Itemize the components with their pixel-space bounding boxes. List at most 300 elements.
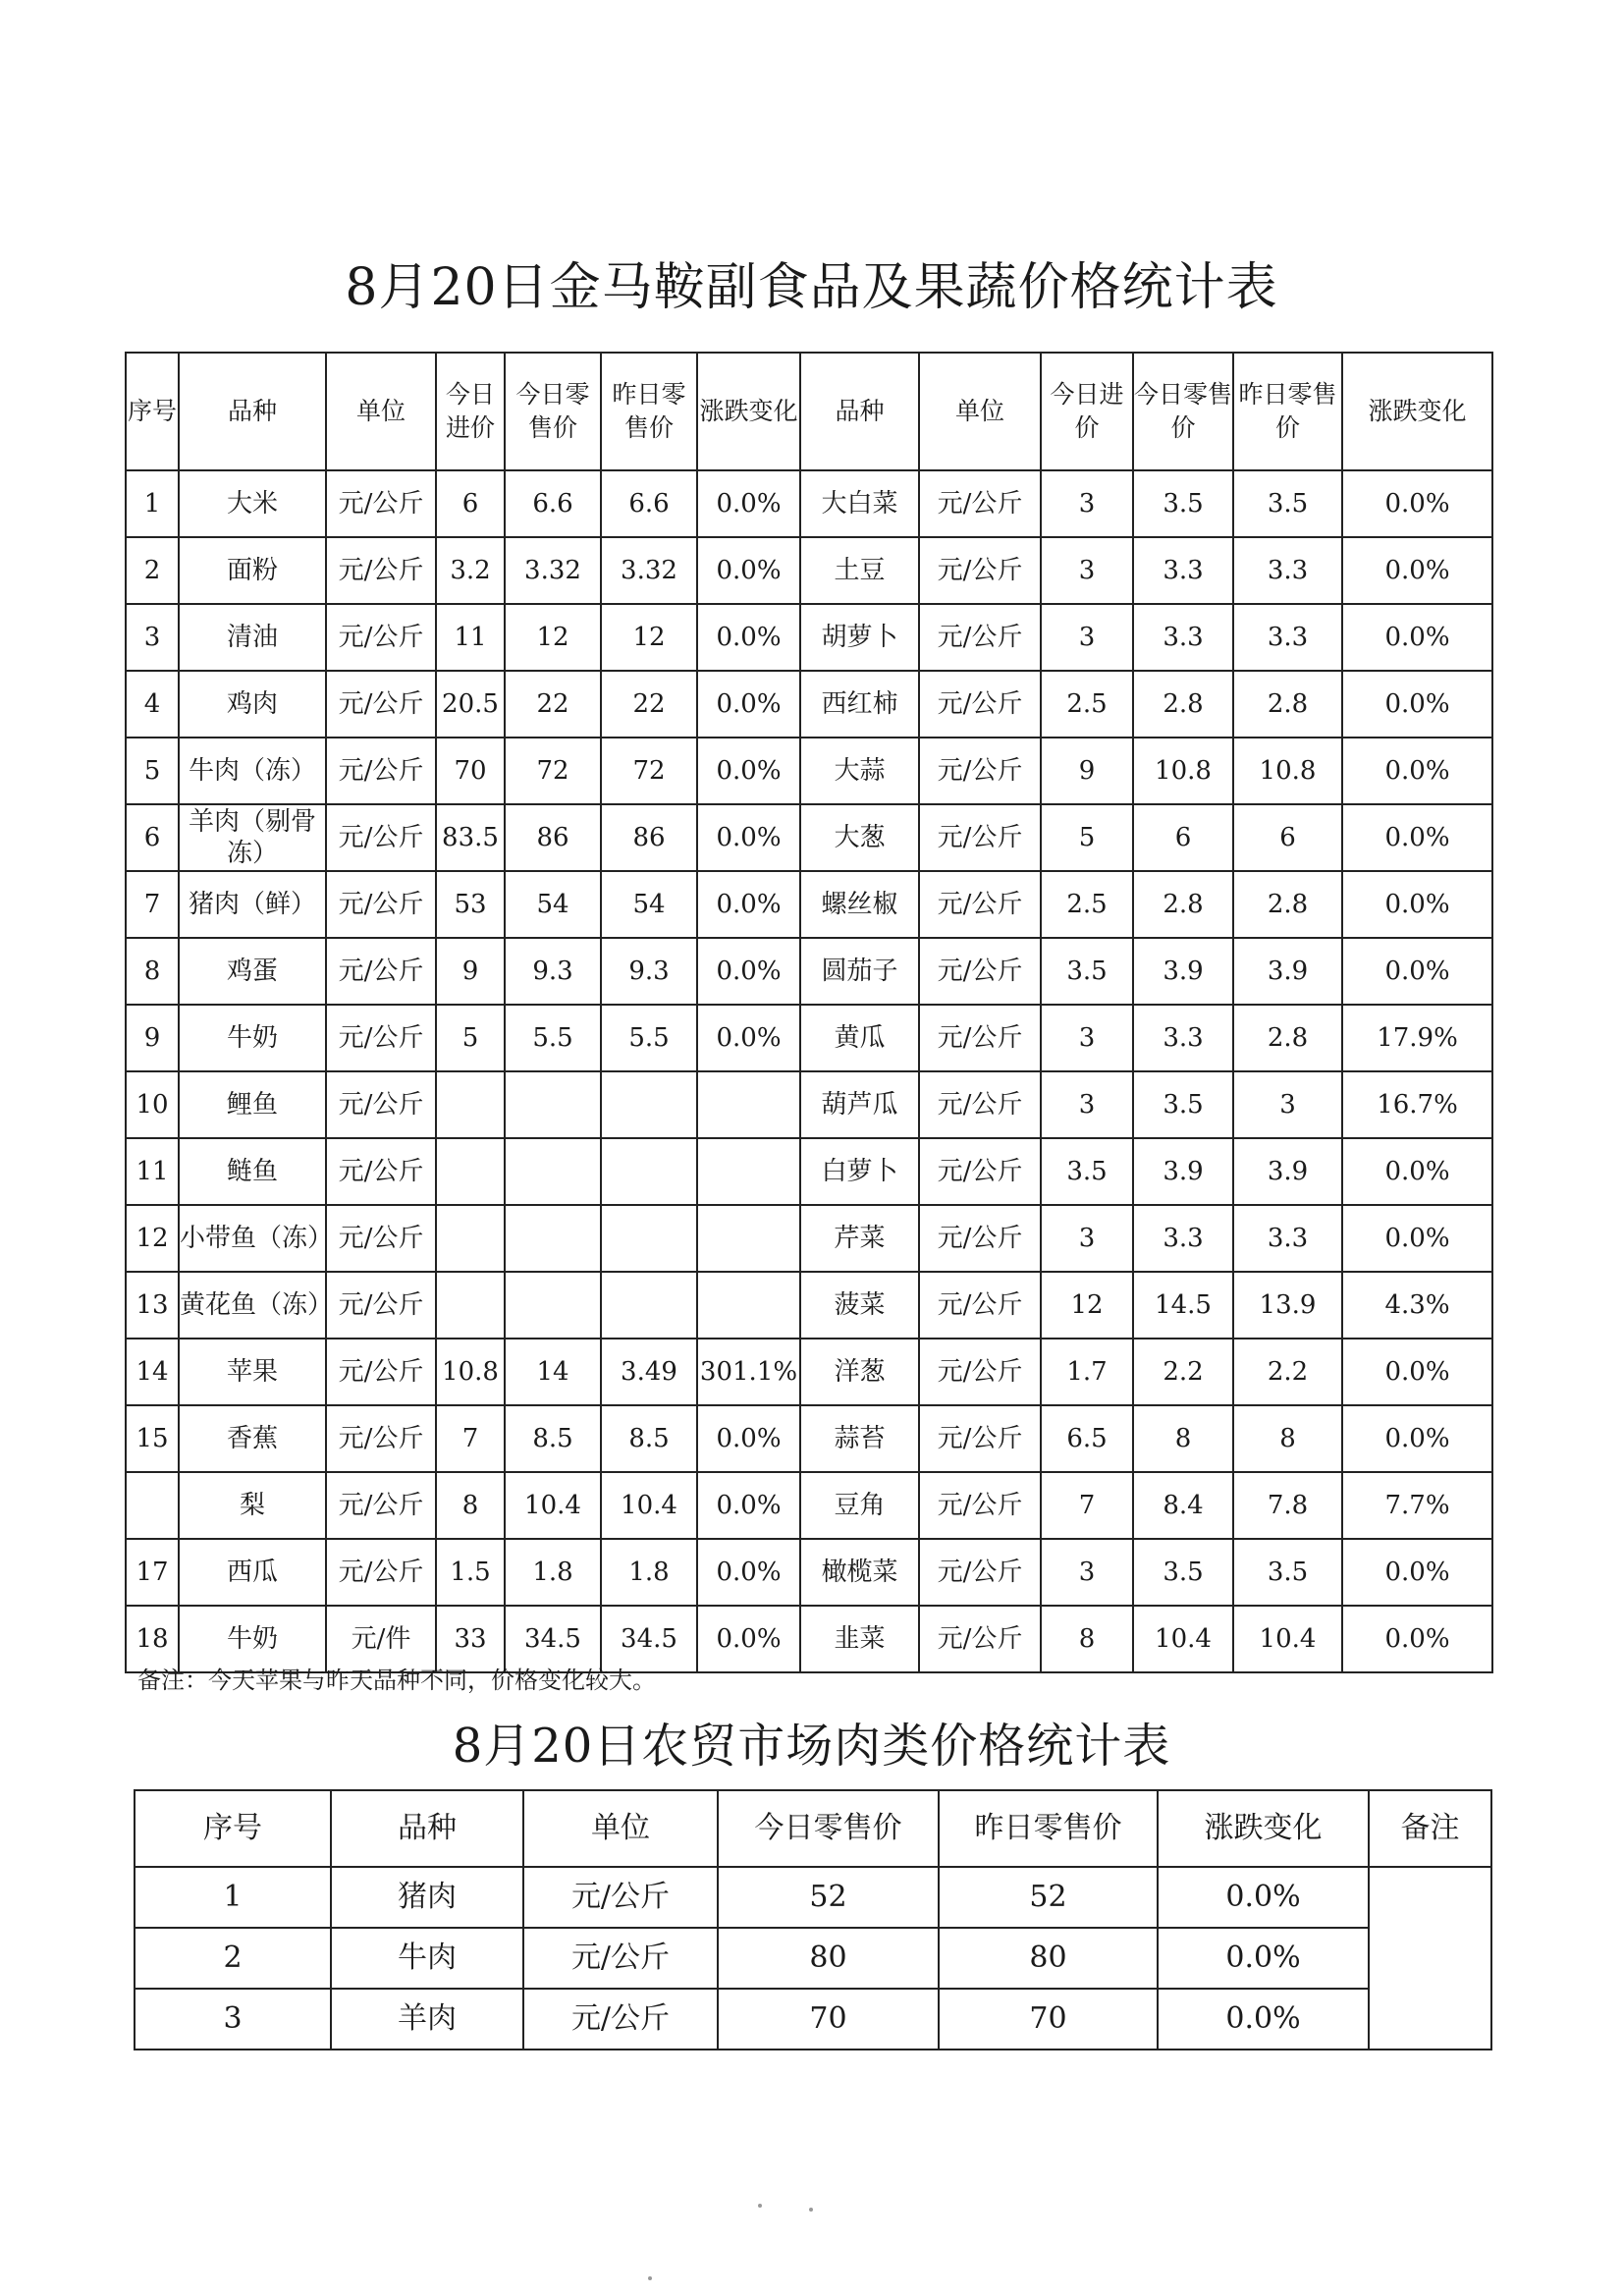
table-cell: 3.32 [505,537,601,604]
scan-speck [648,2276,652,2280]
table-cell: 元/公斤 [326,738,436,804]
table-cell: 70 [718,1989,939,2050]
table-cell: 8 [436,1472,505,1539]
column-header: 品种 [331,1790,523,1867]
table-cell: 元/公斤 [326,1272,436,1339]
table-cell: 元/公斤 [326,1339,436,1405]
table-cell: 元/件 [326,1606,436,1672]
table-cell: 13 [126,1272,179,1339]
table-cell: 元/公斤 [326,470,436,537]
table-cell: 0.0% [1342,871,1492,938]
table-cell: 16.7% [1342,1071,1492,1138]
table-cell: 大蒜 [800,738,919,804]
table-row [126,1138,1492,1205]
table-cell: 14 [505,1339,601,1405]
table-cell: 猪肉 [331,1867,523,1928]
table-cell: 元/公斤 [919,1272,1041,1339]
table-cell: 3.5 [1133,1539,1233,1606]
table-cell: 10.4 [1233,1606,1342,1672]
table-cell: 5.5 [505,1005,601,1071]
table-cell: 1.7 [1041,1339,1133,1405]
table-cell: 3.3 [1133,1205,1233,1272]
table-cell [505,1071,601,1138]
table-cell: 3.9 [1233,1138,1342,1205]
price-table-main [125,352,1493,1673]
table-cell: 12 [1041,1272,1133,1339]
table-cell [601,1138,697,1205]
table-cell: 牛奶 [179,1606,326,1672]
table-row [126,1405,1492,1472]
table-cell: 元/公斤 [326,1071,436,1138]
table-cell: 黄花鱼（冻） [179,1272,326,1339]
table-cell: 菠菜 [800,1272,919,1339]
table-cell: 元/公斤 [326,1405,436,1472]
table-cell: 韭菜 [800,1606,919,1672]
table-cell: 0.0% [1158,1867,1369,1928]
table-header-row [126,353,1492,470]
table-cell: 0.0% [1342,1405,1492,1472]
table-cell: 元/公斤 [919,1472,1041,1539]
table-cell: 元/公斤 [919,1339,1041,1405]
table-cell: 螺丝椒 [800,871,919,938]
section-title: 8月20日农贸市场肉类价格统计表 [452,1719,1171,1774]
table-cell: 53 [436,871,505,938]
table-cell: 橄榄菜 [800,1539,919,1606]
table-cell: 白萝卜 [800,1138,919,1205]
table-cell: 元/公斤 [919,1005,1041,1071]
table-cell: 12 [505,604,601,671]
table-cell: 7.8 [1233,1472,1342,1539]
table-cell: 6.6 [505,470,601,537]
table-cell: 8.5 [505,1405,601,1472]
scan-speck [758,2204,762,2208]
table-cell: 3.2 [436,537,505,604]
table-cell: 小带鱼（冻） [179,1205,326,1272]
table-cell [436,1071,505,1138]
table-cell: 元/公斤 [919,1606,1041,1672]
table-cell: 9 [436,938,505,1005]
table-cell: 0.0% [697,804,800,871]
table-row [126,1472,1492,1539]
table-cell [505,1138,601,1205]
table-cell: 0.0% [697,938,800,1005]
table-cell: 元/公斤 [919,470,1041,537]
table-cell: 鲤鱼 [179,1071,326,1138]
table-cell: 6 [1233,804,1342,871]
table-row [126,871,1492,938]
table-cell: 0.0% [1342,738,1492,804]
table-cell: 0.0% [1342,537,1492,604]
table-cell: 3 [135,1989,331,2050]
table-cell: 圆茄子 [800,938,919,1005]
table-cell: 元/公斤 [919,1539,1041,1606]
table-cell: 3.9 [1133,1138,1233,1205]
table-cell: 元/公斤 [523,1867,718,1928]
table-cell: 2.8 [1133,871,1233,938]
table-cell: 元/公斤 [326,938,436,1005]
table-cell: 8 [1233,1405,1342,1472]
table-cell: 6 [126,804,179,871]
price-table-meat [134,1789,1492,2050]
table-cell: 11 [436,604,505,671]
table-cell: 3 [1041,470,1133,537]
table-cell: 2.2 [1233,1339,1342,1405]
table-cell: 3.3 [1133,537,1233,604]
column-header: 今日零售价 [1133,353,1233,470]
table-cell: 13.9 [1233,1272,1342,1339]
table-cell: 72 [505,738,601,804]
table-cell: 香蕉 [179,1405,326,1472]
table-row [126,1205,1492,1272]
table-cell: 14.5 [1133,1272,1233,1339]
table-cell: 10 [126,1071,179,1138]
table-cell: 0.0% [1342,671,1492,738]
column-header: 昨日零售价 [601,353,697,470]
scan-speck [809,2208,813,2212]
table-cell: 羊肉 [331,1989,523,2050]
column-header: 涨跌变化 [697,353,800,470]
column-header: 今日零售价 [505,353,601,470]
table-cell: 羊肉（剔骨冻） [179,804,326,871]
table-cell: 301.1% [697,1339,800,1405]
table-cell: 3 [1041,1539,1133,1606]
table-row [135,1928,1491,1989]
table-cell: 6 [1133,804,1233,871]
table-cell: 0.0% [697,1606,800,1672]
table-cell: 12 [126,1205,179,1272]
table-cell: 葫芦瓜 [800,1071,919,1138]
table-cell: 3 [1041,1071,1133,1138]
table-cell: 18 [126,1606,179,1672]
table-cell: 5 [1041,804,1133,871]
table-cell: 元/公斤 [919,804,1041,871]
column-header: 单位 [919,353,1041,470]
table-cell: 2.5 [1041,671,1133,738]
table-cell: 元/公斤 [919,738,1041,804]
table-row [126,537,1492,604]
table-cell: 元/公斤 [326,1539,436,1606]
column-header: 品种 [179,353,326,470]
column-header: 单位 [326,353,436,470]
table-cell: 70 [939,1989,1158,2050]
table-cell: 3.5 [1133,470,1233,537]
table-cell: 0.0% [1342,1539,1492,1606]
table-cell: 0.0% [697,738,800,804]
table-cell: 10.4 [1133,1606,1233,1672]
table-cell [697,1205,800,1272]
table-cell: 1 [135,1867,331,1928]
table-cell: 11 [126,1138,179,1205]
table-cell: 10.4 [505,1472,601,1539]
table-cell: 豆角 [800,1472,919,1539]
table-cell: 3.3 [1233,537,1342,604]
table-cell: 12 [601,604,697,671]
table-cell: 6.5 [1041,1405,1133,1472]
column-header: 单位 [523,1790,718,1867]
table-cell: 9.3 [505,938,601,1005]
table-cell: 2.5 [1041,871,1133,938]
table-cell: 洋葱 [800,1339,919,1405]
column-header: 今日进价 [1041,353,1133,470]
table-cell: 元/公斤 [919,1071,1041,1138]
page-title: 8月20日金马鞍副食品及果蔬价格统计表 [345,258,1278,317]
table-cell: 0.0% [697,470,800,537]
column-header: 序号 [126,353,179,470]
table-cell: 元/公斤 [326,1205,436,1272]
table-cell: 3.32 [601,537,697,604]
table-cell: 元/公斤 [523,1928,718,1989]
table-cell [505,1205,601,1272]
table-cell [601,1071,697,1138]
table-cell: 9 [1041,738,1133,804]
table-cell: 10.4 [601,1472,697,1539]
table-cell: 苹果 [179,1339,326,1405]
table-cell: 33 [436,1606,505,1672]
table-cell: 0.0% [1342,1138,1492,1205]
table-cell: 芹菜 [800,1205,919,1272]
table-cell: 鸡肉 [179,671,326,738]
table-cell: 土豆 [800,537,919,604]
table-cell: 3.3 [1233,1205,1342,1272]
table-cell [697,1272,800,1339]
table-cell: 3.3 [1233,604,1342,671]
table-cell: 7 [126,871,179,938]
table-cell: 2.8 [1233,671,1342,738]
table-cell: 4.3% [1342,1272,1492,1339]
table-cell [601,1272,697,1339]
table-cell: 72 [601,738,697,804]
table-cell: 86 [505,804,601,871]
table-cell: 6 [436,470,505,537]
table-cell: 70 [436,738,505,804]
table-cell: 2.8 [1233,871,1342,938]
column-header: 品种 [800,353,919,470]
table-cell: 元/公斤 [326,537,436,604]
column-header: 昨日零售价 [939,1790,1158,1867]
table-cell: 梨 [179,1472,326,1539]
table-cell: 元/公斤 [326,1472,436,1539]
table-cell: 10.8 [1133,738,1233,804]
table-cell: 元/公斤 [523,1989,718,2050]
table-cell: 3.3 [1133,1005,1233,1071]
table-cell: 3 [1233,1071,1342,1138]
table-row [135,1989,1491,2050]
table-cell: 0.0% [697,871,800,938]
table-cell: 元/公斤 [919,604,1041,671]
table-cell: 22 [601,671,697,738]
table-cell: 20.5 [436,671,505,738]
table-cell: 80 [718,1928,939,1989]
table-cell: 52 [718,1867,939,1928]
table-cell [697,1138,800,1205]
table-cell: 8 [1041,1606,1133,1672]
table-cell: 元/公斤 [919,1205,1041,1272]
table-cell: 1 [126,470,179,537]
table-cell: 3 [1041,537,1133,604]
table-cell: 西瓜 [179,1539,326,1606]
table-cell: 5 [126,738,179,804]
table-cell: 2.2 [1133,1339,1233,1405]
table-cell: 0.0% [697,537,800,604]
table-cell: 0.0% [697,1472,800,1539]
table-cell: 10.8 [1233,738,1342,804]
table-cell: 元/公斤 [919,1405,1041,1472]
table-cell: 大米 [179,470,326,537]
table-cell [126,1472,179,1539]
table-cell: 元/公斤 [326,1138,436,1205]
table-cell: 3.5 [1233,470,1342,537]
table-cell: 3.49 [601,1339,697,1405]
table-cell: 0.0% [1342,938,1492,1005]
table-cell: 3.5 [1041,938,1133,1005]
table-cell: 9.3 [601,938,697,1005]
table-row [126,1272,1492,1339]
table-row [126,671,1492,738]
table-cell: 大白菜 [800,470,919,537]
table-cell: 鸡蛋 [179,938,326,1005]
table-cell: 黄瓜 [800,1005,919,1071]
table-cell: 元/公斤 [326,804,436,871]
table-cell: 83.5 [436,804,505,871]
table-row [126,1539,1492,1606]
table-cell: 3.5 [1233,1539,1342,1606]
table-cell: 西红柿 [800,671,919,738]
column-header: 序号 [135,1790,331,1867]
table-cell: 1.8 [601,1539,697,1606]
table-cell: 8.4 [1133,1472,1233,1539]
column-header: 涨跌变化 [1158,1790,1369,1867]
table-cell: 3.3 [1133,604,1233,671]
table-row [126,738,1492,804]
table-cell: 元/公斤 [919,671,1041,738]
table-cell: 17.9% [1342,1005,1492,1071]
table-cell: 17 [126,1539,179,1606]
table-cell: 7.7% [1342,1472,1492,1539]
table-cell [436,1138,505,1205]
table-cell: 6.6 [601,470,697,537]
table-cell: 5 [436,1005,505,1071]
table-cell: 0.0% [697,1539,800,1606]
table-cell: 86 [601,804,697,871]
table-cell: 元/公斤 [919,1138,1041,1205]
table-cell: 80 [939,1928,1158,1989]
table-cell [436,1205,505,1272]
table-cell: 22 [505,671,601,738]
table-cell: 3.5 [1041,1138,1133,1205]
table-cell: 52 [939,1867,1158,1928]
table-cell: 4 [126,671,179,738]
column-header: 今日进价 [436,353,505,470]
table-row [126,1071,1492,1138]
table-cell: 猪肉（鲜） [179,871,326,938]
table-row [126,1339,1492,1405]
table-header-row [135,1790,1491,1867]
table-cell: 2 [126,537,179,604]
table-cell: 牛奶 [179,1005,326,1071]
table-cell: 3 [1041,1205,1133,1272]
table-cell: 元/公斤 [919,537,1041,604]
table-cell: 0.0% [1342,1606,1492,1672]
table-cell: 元/公斤 [326,671,436,738]
table-cell [697,1071,800,1138]
column-header: 昨日零售价 [1233,353,1342,470]
table-cell: 元/公斤 [919,871,1041,938]
table-cell: 1.8 [505,1539,601,1606]
table-cell: 0.0% [697,1005,800,1071]
table-cell: 0.0% [1342,604,1492,671]
table-cell: 鲢鱼 [179,1138,326,1205]
table-cell: 2.8 [1233,1005,1342,1071]
table-cell: 34.5 [601,1606,697,1672]
table-cell [505,1272,601,1339]
table-cell: 牛肉（冻） [179,738,326,804]
table-cell: 10.8 [436,1339,505,1405]
table-cell: 元/公斤 [326,1005,436,1071]
table-cell: 清油 [179,604,326,671]
table-cell: 3.5 [1133,1071,1233,1138]
table-cell: 9 [126,1005,179,1071]
table-note: 备注：今天苹果与昨天品种不同，价格变化较大。 [137,1667,656,1694]
table-cell [601,1205,697,1272]
table-cell [436,1272,505,1339]
table-row [126,1005,1492,1071]
table-cell: 3 [1041,604,1133,671]
table-cell: 元/公斤 [919,938,1041,1005]
table-cell: 0.0% [1342,1339,1492,1405]
table-cell: 牛肉 [331,1928,523,1989]
table-cell: 7 [1041,1472,1133,1539]
table-cell: 7 [436,1405,505,1472]
table-cell: 34.5 [505,1606,601,1672]
table-cell: 54 [601,871,697,938]
table-cell: 0.0% [1342,470,1492,537]
column-header: 涨跌变化 [1342,353,1492,470]
table-cell: 0.0% [697,671,800,738]
table-cell: 3 [1041,1005,1133,1071]
table-row [126,938,1492,1005]
table-cell: 面粉 [179,537,326,604]
table-cell: 5.5 [601,1005,697,1071]
table-cell: 1.5 [436,1539,505,1606]
remark-cell [1369,1867,1491,2050]
table-cell: 0.0% [1342,1205,1492,1272]
table-cell: 2 [135,1928,331,1989]
table-cell: 蒜苔 [800,1405,919,1472]
table-cell: 3.9 [1133,938,1233,1005]
table-cell: 大葱 [800,804,919,871]
table-cell: 3.9 [1233,938,1342,1005]
table-cell: 胡萝卜 [800,604,919,671]
table-cell: 元/公斤 [326,871,436,938]
table-cell: 2.8 [1133,671,1233,738]
table-cell: 15 [126,1405,179,1472]
table-row [126,470,1492,537]
table-cell: 54 [505,871,601,938]
table-cell: 0.0% [1342,804,1492,871]
table-cell: 0.0% [697,1405,800,1472]
table-row [126,804,1492,871]
table-cell: 8.5 [601,1405,697,1472]
table-row [126,604,1492,671]
table-cell: 3 [126,604,179,671]
table-cell: 14 [126,1339,179,1405]
table-cell: 0.0% [1158,1928,1369,1989]
column-header: 今日零售价 [718,1790,939,1867]
table-row [135,1867,1491,1928]
table-cell: 元/公斤 [326,604,436,671]
column-header: 备注 [1369,1790,1491,1867]
table-cell: 8 [1133,1405,1233,1472]
